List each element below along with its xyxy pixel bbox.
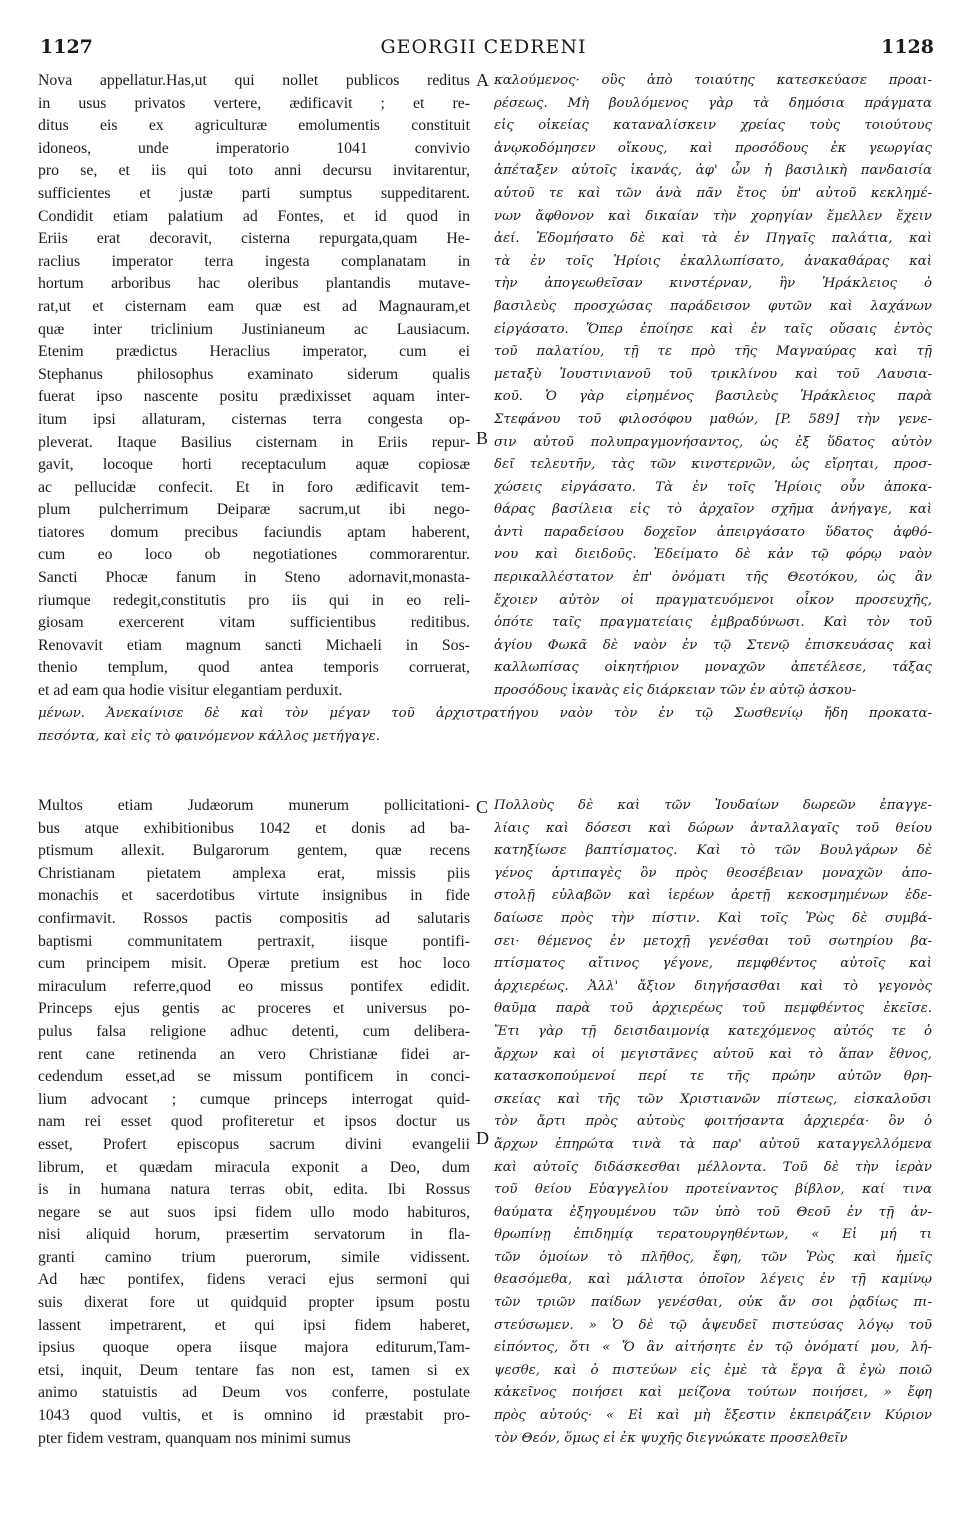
latin-text-line: itum ipsi allaturam, cisternas terra congesta op- — [38, 410, 470, 428]
greek-text-line: νου καὶ διειδοῦς. Ἐδείματο δὲ κἀν τῷ φόρῳ ναὸν — [494, 547, 932, 563]
greek-text-line: γένος ἀρτιπαγὲς ὂν πρὸς θεοσέβειαν μοναχῶν ἀπο- — [494, 865, 932, 881]
greek-text-line: ἀπέταξεν αὐτοῖς ἱκανάς, ἀφ' ὧν ἡ βασιλικὴ πανδαισία — [494, 163, 932, 179]
latin-text-line: nam rei esset quod profiteretur et ipsos doctur us — [38, 1113, 470, 1131]
greek-text-line: τῶν τριῶν παίδων γενέσθαι, οὐκ ἄν σοι ῥᾳδίως πι- — [494, 1295, 932, 1311]
latin-text-line: cum eo loco ob negotiationes commorarentur. — [38, 546, 470, 564]
greek-text-line: καὶ αὐτοῖς διδάσκεσθαι μέλλοντα. Τοῦ δὲ τὴν ἱερὰν — [494, 1159, 932, 1175]
latin-text-line: riumque redegit,constitutis pro iis qui in eo reli- — [38, 591, 470, 609]
latin-text-line: Condidit etiam palatium ad Fontes, et id quod in — [38, 207, 470, 225]
greek-text-line: σει· θέμενος ἐν μετοχῇ γενέσθαι τοῦ σωτηρίου βα- — [494, 933, 932, 949]
greek-text-line: καλούμενος· οὓς ἀπὸ τοιαύτης κατεσκεύασε προαι- — [494, 73, 932, 88]
latin-text-line: Christianam pietatem amplexa erat, missis piis — [38, 864, 470, 882]
latin-text-line: esset, Profert episcopus sacrum divini evangelii — [38, 1135, 470, 1153]
greek-text-line: χώσεις εἰργάσατο. Τὰ ἐν τοῖς Ἡρίοις οὖν ἀποκα- — [494, 479, 932, 495]
greek-text-line: εἰς οἰκείας καταναλίσκειν χρείας τοὺς τοιούτους — [494, 118, 932, 134]
greek-text-line: θαῦμα παρὰ τοῦ ἀρχιερέως τοῦ πεμφθέντος ἐκεῖσε. — [494, 1001, 932, 1017]
greek-text-line: Πολλοὺς δὲ καὶ τῶν Ἰουδαίων δωρεῶν ἐπαγγε- — [494, 798, 932, 813]
greek-text-line: θαύματα ἐξηγουμένου τῶν ὑπὸ τοῦ Θεοῦ ἐν τῇ ἀν- — [494, 1204, 932, 1220]
greek-text-line: καλλωπίσας οἰκητήριον μοναχῶν ἀπετέλεσε, τάξας — [494, 660, 932, 676]
greek-text-line: περικαλλέστατον ἐπ' ὀνόματι τῆς Θεοτόκου, ὡς ἂν — [494, 570, 932, 586]
greek-text-line: κἀκεῖνος ποιήσει καὶ μείζονα τούτων ποιήσει, » ἔφη — [494, 1385, 932, 1401]
latin-text-line: fuerat ipso nascente positu prædixisset aquam inter- — [38, 388, 470, 406]
latin-text-line: confirmavit. Rossos pactis compositis ad salutaris — [38, 909, 470, 927]
section-marker-d: D — [476, 1128, 489, 1148]
greek-text-line: ἁγίου Φωκᾶ δὲ ναὸν ἐν τῷ Στενῷ ἐπισκευάσας καὶ — [494, 637, 932, 653]
latin-text-line: pter fidem vestram, quanquam nos minimi sumus — [38, 1429, 351, 1447]
latin-text-line: Renovavit etiam magnum sancti Michaeli in Sos- — [38, 636, 470, 654]
latin-text-line: giosam exercerent vitam sufficientibus reditibus. — [38, 614, 470, 632]
greek-text-line: ψεσθε, καὶ ὁ πιστεύων εἰς ἐμὲ τὰ ἔργα ἃ ἐγὼ ποιῶ — [494, 1362, 932, 1378]
greek-text-line: ἀντὶ παραδείσου δοχεῖον ἀπειργάσατο ὕδατος ἀφθό- — [494, 524, 932, 540]
latin-text-line: is in humana natura terras obit, edita. Ibi Rossus — [38, 1181, 470, 1199]
greek-text-line: στολῇ εὐλαβῶν καὶ ἱερέων ἀρετῇ κεκοσμημένων ἐδε- — [494, 888, 932, 904]
latin-text-line: miraculum referre,quod eo missus pontifex edidit. — [38, 977, 470, 995]
greek-text-line: ρέσεως. Μὴ βουλόμενος γὰρ τὰ δημόσια πράγματα — [494, 95, 932, 111]
latin-text-line: Nova appellatur.Has,ut qui nollet publicos reditus — [38, 72, 470, 89]
greek-text-line: κατασκοπούμενοί περί τε τῆς πρώην αὐτῶν θρη- — [494, 1069, 932, 1085]
greek-text-line: εἰργάσατο. Ὅπερ ἐποίησε καὶ ἐν ταῖς οὔσαις ἐντὸς — [494, 321, 932, 337]
running-header — [0, 30, 967, 66]
latin-column-top — [38, 70, 470, 703]
latin-text-line: in usus privatos vertere, ædificavit ; et re- — [38, 94, 470, 112]
latin-text-line: sufficientes et justæ parti sumptus suppeditarent. — [38, 184, 470, 202]
latin-text-line: animo statuistis ad Deum vos conferre, postulate — [38, 1384, 470, 1402]
greek-text-line: κοῦ. Ὁ γὰρ εἰρημένος βασιλεὺς Ἡράκλειος παρὰ — [494, 389, 932, 405]
latin-text-line: pro se, et iis qui toto anni decursu invitarentur, — [38, 162, 470, 180]
latin-text-line: raclius imperator terra ingesta complanatam in — [38, 252, 470, 270]
latin-text-line: baptismi communitatem pertraxit, iisque pontifi- — [38, 932, 470, 950]
greek-text-line: τοῦ θείου Εὐαγγελίου προτείναντος βίβλον, καί τινα — [494, 1182, 932, 1198]
greek-text-line: τὴν ἀπογεωθεῖσαν κινστέρναν, ἣν Ἡράκλειος ὁ — [494, 276, 932, 292]
greek-text-line: Στεφάνου τοῦ φιλοσόφου μαθών, [P. 589] τὴν γενε- — [494, 411, 932, 427]
greek-text-line: τοῦ παλατίου, τῇ τε πρὸ τῆς Μαγναύρας καὶ τῇ — [494, 344, 932, 360]
latin-text-line: cedendum esset,ad se missum pontificem in conci- — [38, 1068, 470, 1086]
greek-column-top — [494, 70, 932, 703]
greek-text-line: λίαις καὶ δόσεσι καὶ δώρων ἀνταλλαγαῖς τοῦ θείου — [494, 820, 932, 836]
latin-text-line: bus atque exhibitionibus 1042 et donis ad ba- — [38, 819, 470, 837]
latin-text-line: 1043 quod vultis, et is omnino id præstabit pro- — [38, 1407, 470, 1425]
latin-text-line: Etenim prædictus Heraclius imperator, cum ei — [38, 343, 470, 361]
greek-text-line: Ἔτι γὰρ τῇ δεισιδαιμονίᾳ κατεχόμενος αὐτός τε ὁ — [494, 1023, 932, 1039]
latin-text-line: rent cane retinenda an vero Christianæ fidei ar- — [38, 1045, 470, 1063]
latin-text-line: nisi aliquid horum, præsertim servatorum in fla- — [38, 1226, 470, 1244]
greek-text-line: δαίωσε πρὸς τὴν πίστιν. Καὶ τοῖς Ῥὼς δὲ συμβά- — [494, 910, 932, 926]
section-marker-a: A — [476, 70, 489, 90]
greek-text-line: πτίσματος αἴτινος γέγονε, πεμφθέντος αὐτοῖς καὶ — [494, 956, 932, 972]
latin-text-line: Ad hæc pontifex, fidens veraci ejus sermoni qui — [38, 1271, 470, 1289]
greek-text-line: πρὸς αὐτούς· « Εἰ καὶ μὴ ἔξεστιν ἐκπειράζειν Κύριον — [494, 1408, 932, 1424]
latin-text-line: gavit, locoque horti receptaculum aquæ copiosæ — [38, 456, 470, 474]
greek-text-line: ἄρχων καὶ οἱ μεγιστᾶνες αὐτοῦ καὶ τὸ ἅπαν ἔθνος, — [494, 1046, 932, 1062]
latin-text-line: tiatores domum precibus faciundis aptam haberent, — [38, 523, 470, 541]
greek-text-line: βασιλεὺς προσχώσας παράδεισον φυτῶν καὶ λαχάνων — [494, 298, 932, 314]
greek-text-line: εἰπόντος, ὅτι « Ὅ ἂν αἰτήσητε ἐν τῷ ὀνόματί μου, λή- — [494, 1340, 932, 1356]
page-number-right: 1128 — [881, 36, 934, 58]
latin-text-line: thenio templum, quod antea temporis corruerat, — [38, 659, 470, 677]
greek-text-line: θεασόμεθα, καὶ μάλιστα ὁποῖον λέγεις ἐν τῇ καμίνῳ — [494, 1272, 932, 1288]
greek-text-line: αὐτοῦ τε καὶ τῶν ἀνὰ πᾶν ἔτος ὑπ' αὐτοῦ κεκλημέ- — [494, 185, 932, 201]
latin-text-line: librum, et quædam miracula exponit a Deo, dum — [38, 1158, 470, 1176]
latin-text-line: lium advocant ; cumque princeps interrogat quid- — [38, 1090, 470, 1108]
greek-text-line: θάρας βασίλεια εἰς τὸ ἀρχαῖον σχῆμα ἀνήγαγε, καὶ — [494, 502, 932, 518]
latin-text-line: ptismum allexit. Bulgarorum gentem, quæ recens — [38, 842, 470, 860]
latin-text-line: negare se aut suos ipsi fidem ullo modo habituros, — [38, 1203, 470, 1221]
latin-text-line: hortum arboribus hac oleribus plantandis mutave- — [38, 275, 470, 293]
latin-text-line: lassent impetrarent, et qui ipsi fidem haberet, — [38, 1316, 470, 1334]
latin-text-line: Princeps ejus gentis ac proceres et universus po- — [38, 1000, 470, 1018]
greek-text-line: πεσόντα, καὶ εἰς τὸ φαινόμενον κάλλος μετήγαγε. — [38, 728, 380, 744]
greek-text-line: ἀνῳκοδόμησεν οἴκους, καὶ προσόδους ἐκ γεωργίας — [494, 140, 932, 156]
section-marker-c: C — [476, 797, 489, 817]
latin-text-line: Stephanus philosophus examinato siderum qualis — [38, 365, 470, 383]
greek-text-line: τὰ ἐν τοῖς Ἡρίοις ἐκαλλωπίσατο, ἀνακαθάρας καὶ — [494, 253, 932, 269]
greek-text-line: ὁπότε ταῖς πραγματείαις ἐμβραδύνωσι. Καὶ τὸν τοῦ — [494, 615, 932, 631]
latin-column-bottom — [38, 795, 470, 1450]
greek-text-line: μένων. Ἀνεκαίνισε δὲ καὶ τὸν μέγαν τοῦ ἀρχιστρατήγου ναὸν τὸν ἐν τῷ Σωσθενίῳ ἤδη προκατα- — [38, 706, 932, 721]
latin-text-line: Eriis erat decoravit, cisterna repurgata,quam He- — [38, 230, 470, 248]
running-title: GEORGII CEDRENI — [380, 36, 587, 58]
greek-text-line: ἔχοιεν αὐτὸν οἱ πραγματευόμενοι οἶκον προσευχῆς, — [494, 592, 932, 608]
latin-text-line: idoneos, unde imperatorio 1041 convivio — [38, 139, 470, 157]
latin-text-line: et ad eam qua hodie visitur elegantiam perduxit. — [38, 682, 343, 700]
greek-text-line: μεταξὺ Ἰουστινιανοῦ τοῦ τρικλίνου καὶ τοῦ Λαυσια- — [494, 366, 932, 382]
greek-text-line: σιν αὐτοῦ πολυπραγμονήσαντος, ὡς ἐξ ὕδατος αὐτὸν — [494, 434, 932, 450]
latin-text-line: Sancti Phocæ fanum in Steno adornavit,monasta- — [38, 569, 470, 587]
greek-text-line: προσόδους ἱκανὰς εἰς διάρκειαν τῶν ἐν αὐτῷ ἀσκου- — [494, 683, 857, 699]
latin-text-line: etsi, inquit, Deum tentare fas non est, tamen si ex — [38, 1361, 470, 1379]
section-marker-b: B — [476, 428, 489, 448]
latin-text-line: plum pulcherrimum Deiparæ sacrum,ut ibi nego- — [38, 501, 470, 519]
greek-text-line: ἀρχιερέως. Ἀλλ' ἄξιον διηγήσασθαι καὶ τὸ γεγονὸς — [494, 978, 932, 994]
full-width-greek — [38, 703, 932, 748]
latin-text-line: granti camino trium puerorum, simile vidissent. — [38, 1248, 470, 1266]
latin-text-line: rat,ut et cisternam eam quæ est ad Magnauram,et — [38, 297, 470, 315]
latin-text-line: suis dixerat fore ut quidquid propter ipsum postu — [38, 1294, 470, 1312]
greek-column-bottom — [494, 795, 932, 1450]
latin-text-line: pulus falsa religione adhuc detenti, cum delibera- — [38, 1022, 470, 1040]
greek-text-line: σκείας καὶ τῆς τῶν Χριστιανῶν πίστεως, εἰσκαλοῦσι — [494, 1091, 932, 1107]
greek-text-line: νων ἄφθονον καὶ δικαίαν τὴν χορηγίαν ἔμελλεν ἔχειν — [494, 208, 932, 224]
latin-text-line: Multos etiam Judæorum munerum pollicitationi- — [38, 797, 470, 814]
greek-text-line: στεύσωμεν. » Ὁ δὲ τῷ ἀψευδεῖ πιστεύσας λόγῳ τοῦ — [494, 1317, 932, 1333]
latin-text-line: ipsius quoque opera iisque majora editurum,Tam- — [38, 1339, 470, 1357]
greek-text-line: τὸν Θεόν, ὅμως εἰ ἐκ ψυχῆς διεγνώκατε προσελθεῖν — [494, 1430, 848, 1446]
latin-text-line: monachis et sacerdotibus virtute insignibus in fide — [38, 887, 470, 905]
latin-text-line: ac pellucidæ confecit. Et in foro ædificavit tem- — [38, 478, 470, 496]
greek-text-line: θρωπίνῃ ἐπιδημίᾳ τερατουργηθέντων, « Εἰ μή τι — [494, 1227, 932, 1243]
latin-text-line: pleverat. Itaque Basilius cisternam in Eriis repur- — [38, 433, 470, 451]
greek-text-line: τῶν ὁμοίων τὸ πλῆθος, ἔφη, τῶν Ῥὼς καὶ ἡμεῖς — [494, 1249, 932, 1265]
latin-text-line: ditus eis ex agriculturæ emolumentis constituit — [38, 117, 470, 135]
greek-text-line: κατηξίωσε βαπτίσματος. Καὶ τὸ τῶν Βουλγάρων δὲ — [494, 843, 932, 859]
greek-text-line: ἀεί. Ἐδομήσατο δὲ καὶ τὰ ἐν Πηγαῖς παλάτια, καὶ — [494, 231, 932, 247]
latin-text-line: quæ inter triclinium Justinianeum ac Lausiacum. — [38, 320, 470, 338]
greek-text-line: δεῖ τελευτῆν, τὰς τῶν κινστερνῶν, ὡς εἴρηται, προσ- — [494, 457, 932, 473]
greek-text-line: τὸν ἄρτι πρὸς αὐτοὺς φοιτήσαντα ἀρχιερέα· ὃν ὁ — [494, 1114, 932, 1130]
greek-text-line: ἄρχων ἐπηρώτα τινὰ τὰ παρ' αὐτοῦ καταγγελλόμενα — [494, 1136, 932, 1152]
latin-text-line: cum principem misit. Operæ pretium est hoc loco — [38, 955, 470, 973]
page-number-left: 1127 — [40, 36, 93, 58]
